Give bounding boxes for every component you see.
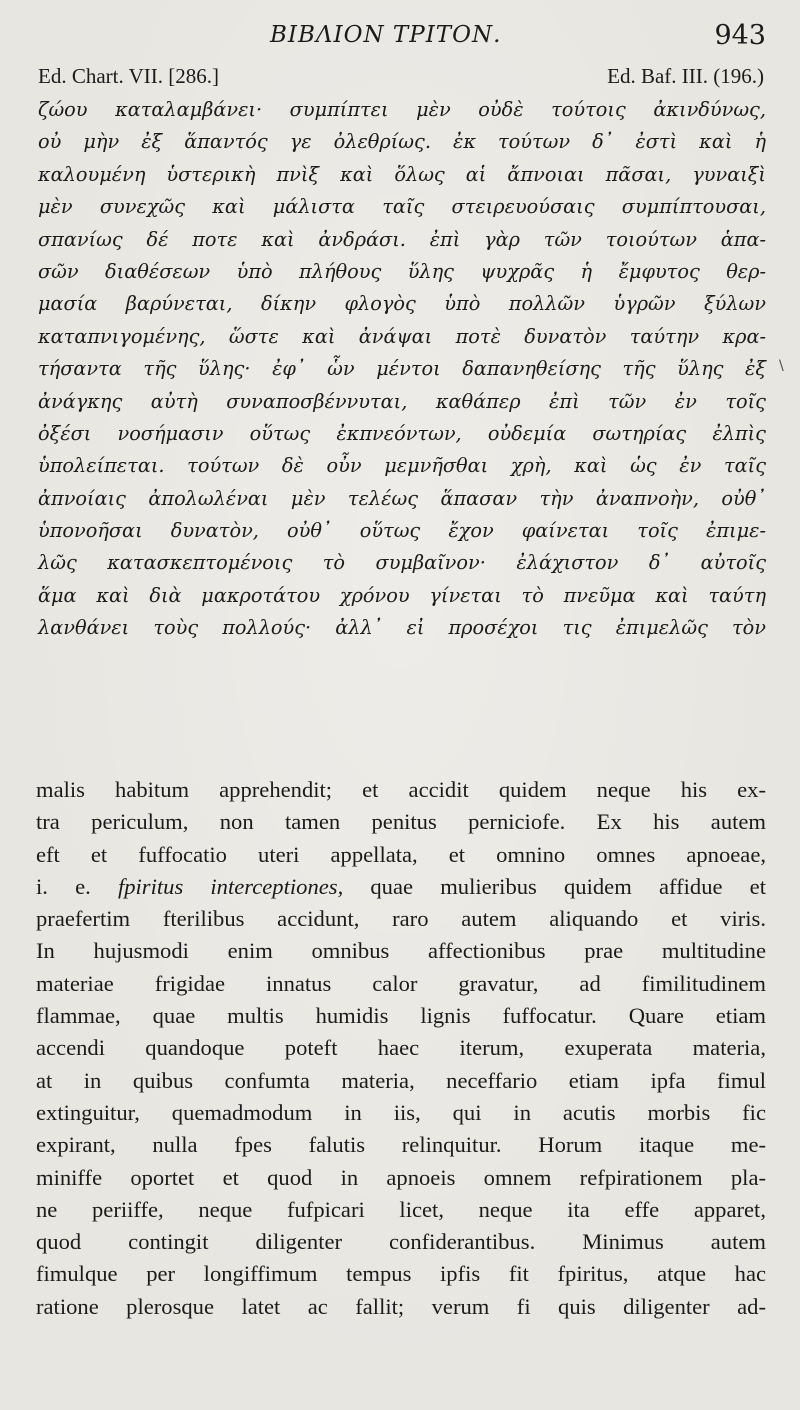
latin-line [36, 839, 766, 871]
latin-line [36, 1226, 766, 1258]
latin-line-italic: fpiritus interceptiones, [117, 873, 344, 899]
latin-line [36, 871, 766, 903]
latin-line [36, 1097, 766, 1129]
book-title: ΒΙΒΛΙΟΝ ΤΡΙΤΟΝ. [270, 22, 502, 48]
latin-line [36, 1000, 766, 1032]
latin-line [36, 806, 766, 838]
latin-line-text: tra periculum, non tamen penitus perniciofe. Ex his autem [36, 809, 766, 835]
greek-line: ὑπονοῆσαι δυνατὸν, οὐθ᾽ οὕτως ἔχον φαίνεται τοῖς ἐπιμε- [38, 519, 766, 543]
latin-text-block [36, 774, 766, 1323]
running-head [0, 18, 800, 54]
greek-line: καλουμένη ὑστερικὴ πνὶξ καὶ ὅλως αἱ ἄπνοιαι πᾶσαι, γυναιξὶ [38, 162, 766, 186]
latin-line-text: malis habitum apprehendit; et accidit quidem neque his ex- [36, 777, 766, 802]
latin-line-text: extinguitur, quemadmodum in iis, qui in acutis morbis fic [36, 1099, 766, 1125]
greek-line: λῶς κατασκεπτομένοις τὸ συμβαῖνον· ἐλάχιστον δ᾽ αὐτοῖς [38, 551, 766, 575]
greek-line: ἀνάγκης αὐτὴ συναποσβέννυται, καθάπερ ἐπὶ τῶν ἐν τοῖς [38, 389, 766, 413]
latin-line-text: at in quibus confumta materia, neceffario etiam ipfa fimul [36, 1067, 766, 1093]
latin-line [36, 1032, 766, 1064]
latin-line-text: praefertim fterilibus accidunt, raro autem aliquando et viris. [36, 906, 766, 932]
greek-line: λανθάνει τοὺς πολλούς· ἀλλ᾽ εἰ προσέχοι τις ἐπιμελῶς τὸν [38, 616, 766, 640]
latin-line-text: ratione plerosque latet ac fallit; verum fi quis diligenter ad- [36, 1293, 766, 1319]
latin-line-text: quod contingit diligenter confiderantibus. Minimus autem [36, 1229, 766, 1255]
latin-line [36, 1065, 766, 1097]
margin-mark: \ [779, 358, 784, 374]
latin-line-text: miniffe oportet et quod in apnoeis omnem refpirationem pla- [36, 1164, 766, 1190]
latin-line [36, 1258, 766, 1290]
greek-line: μασία βαρύνεται, δίκην φλογὸς ὑπὸ πολλῶν ὑγρῶν ξύλων [38, 292, 766, 316]
greek-text-block [38, 94, 766, 645]
greek-line: μὲν συνεχῶς καὶ μάλιστα ταῖς στειρευούσαις συμπίπτουσαι, [38, 195, 766, 219]
greek-line: οὐ μὴν ἐξ ἅπαντός γε ὀλεθρίως. ἐκ τούτων δ᾽ ἐστὶ καὶ ἡ [38, 130, 766, 154]
latin-line-text: fimulque per longiffimum tempus ipfis fit fpiritus, atque hac [36, 1261, 766, 1287]
edition-basel-reference: Ed. Baf. III. (196.) [607, 64, 764, 88]
latin-line [36, 1194, 766, 1226]
greek-line: καταπνιγομένης, ὥστε καὶ ἀνάψαι ποτὲ δυνατὸν ταύτην κρα- [38, 324, 766, 348]
latin-line-text: accendi quandoque poteft haec iterum, exuperata materia, [36, 1035, 766, 1061]
greek-line: ἅμα καὶ διὰ μακροτάτου χρόνου γίνεται τὸ πνεῦμα καὶ ταύτη [38, 583, 766, 607]
greek-line: ἀπνοίαις ἀπολωλέναι μὲν τελέως ἅπασαν τὴν ἀναπνοὴν, οὐθ᾽ [38, 486, 766, 510]
edition-chart-reference: Ed. Chart. VII. [286.] [38, 64, 219, 88]
latin-line-text: ne periiffe, neque fufpicari licet, neque ita effe apparet, [36, 1196, 766, 1222]
latin-line [36, 903, 766, 935]
latin-line [36, 1291, 766, 1323]
latin-line-text: In hujusmodi enim omnibus affectionibus prae multitudine [36, 938, 766, 964]
greek-line: σπανίως δέ ποτε καὶ ἀνδράσι. ἐπὶ γὰρ τῶν τοιούτων ἁπα- [38, 227, 766, 251]
latin-line-text: materiae frigidae innatus calor gravatur, ad fimilitudinem [36, 970, 766, 996]
latin-line-text: flammae, quae multis humidis lignis fuffocatur. Quare etiam [36, 1003, 766, 1029]
latin-line [36, 774, 766, 806]
latin-line [36, 1162, 766, 1194]
greek-line: σῶν διαθέσεων ὑπὸ πλήθους ὕλης ψυχρᾶς ἡ ἔμφυτος θερ- [38, 259, 766, 283]
greek-line: ὑπολείπεται. τούτων δὲ οὖν μεμνῆσθαι χρὴ, καὶ ὡς ἐν ταῖς [38, 454, 766, 478]
latin-line-text: eft et fuffocatio uteri appellata, et omnino omnes apnoeae, [36, 841, 766, 867]
latin-line-text: expirant, nulla fpes falutis relinquitur. Horum itaque me- [36, 1132, 766, 1158]
latin-line-text: quae mulieribus quidem affidue et [343, 873, 766, 899]
edition-references [38, 64, 764, 92]
greek-line: τήσαντα τῆς ὕλης· ἐφ᾽ ὧν μέντοι δαπανηθείσης τῆς ὕλης ἐξ [38, 357, 766, 381]
greek-line: ὀξέσι νοσήμασιν οὕτως ἐκπνεόντων, οὐδεμία σωτηρίας ἐλπὶς [38, 421, 766, 445]
latin-line [36, 968, 766, 1000]
latin-line-text: i. e. [36, 873, 118, 899]
latin-line [36, 1129, 766, 1161]
page-number: 943 [714, 20, 766, 51]
greek-line: ζώου καταλαμβάνει· συμπίπτει μὲν οὐδὲ τούτοις ἀκινδύνως, [38, 98, 766, 121]
latin-line [36, 935, 766, 967]
